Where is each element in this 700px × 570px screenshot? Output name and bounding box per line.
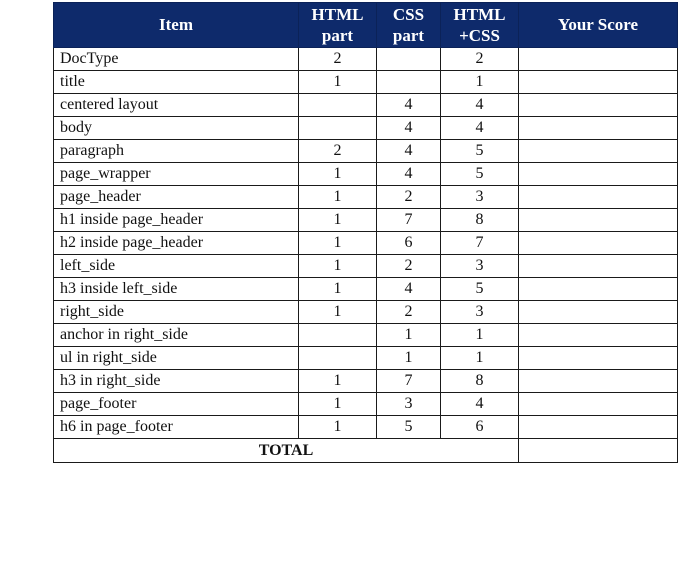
html-part-cell: 1 <box>299 393 377 416</box>
table-row <box>54 140 678 163</box>
header-your-score: Your Score <box>519 3 678 48</box>
your-score-cell[interactable] <box>519 324 678 347</box>
css-part-cell: 6 <box>377 232 441 255</box>
css-part-cell: 4 <box>377 278 441 301</box>
css-part-cell: 2 <box>377 186 441 209</box>
your-score-cell[interactable] <box>519 347 678 370</box>
your-score-cell[interactable] <box>519 255 678 278</box>
item-cell: anchor in right_side <box>54 324 299 347</box>
css-part-cell: 1 <box>377 324 441 347</box>
html-part-cell: 1 <box>299 416 377 439</box>
html-part-cell: 2 <box>299 140 377 163</box>
table-row <box>54 94 678 117</box>
table-row <box>54 163 678 186</box>
item-cell: right_side <box>54 301 299 324</box>
html-part-cell: 1 <box>299 255 377 278</box>
table-row <box>54 301 678 324</box>
html-css-cell: 7 <box>441 232 519 255</box>
item-cell: page_wrapper <box>54 163 299 186</box>
html-part-cell: 1 <box>299 232 377 255</box>
table-row <box>54 71 678 94</box>
css-part-cell: 3 <box>377 393 441 416</box>
your-score-cell[interactable] <box>519 370 678 393</box>
header-row <box>54 3 678 48</box>
item-cell: ul in right_side <box>54 347 299 370</box>
html-css-cell: 3 <box>441 301 519 324</box>
css-part-cell: 1 <box>377 347 441 370</box>
item-cell: left_side <box>54 255 299 278</box>
your-score-cell[interactable] <box>519 416 678 439</box>
html-css-cell: 4 <box>441 393 519 416</box>
item-cell: h3 in right_side <box>54 370 299 393</box>
css-part-cell <box>377 48 441 71</box>
html-css-cell: 1 <box>441 71 519 94</box>
your-score-cell[interactable] <box>519 48 678 71</box>
item-cell: page_header <box>54 186 299 209</box>
html-css-cell: 1 <box>441 324 519 347</box>
css-part-cell: 4 <box>377 117 441 140</box>
html-css-cell: 2 <box>441 48 519 71</box>
html-part-cell <box>299 94 377 117</box>
html-css-cell: 8 <box>441 370 519 393</box>
table-body <box>54 48 678 439</box>
table-row <box>54 232 678 255</box>
css-part-cell: 4 <box>377 163 441 186</box>
table-row <box>54 117 678 140</box>
total-label: TOTAL <box>54 439 519 463</box>
item-cell: h6 in page_footer <box>54 416 299 439</box>
html-part-cell: 1 <box>299 370 377 393</box>
item-cell: body <box>54 117 299 140</box>
item-cell: DocType <box>54 48 299 71</box>
html-css-cell: 5 <box>441 140 519 163</box>
item-cell: h3 inside left_side <box>54 278 299 301</box>
table-row <box>54 416 678 439</box>
html-part-cell: 1 <box>299 163 377 186</box>
html-part-cell: 1 <box>299 186 377 209</box>
html-css-cell: 3 <box>441 186 519 209</box>
html-part-cell <box>299 324 377 347</box>
table-row <box>54 278 678 301</box>
header-css-part: CSS part <box>377 3 441 48</box>
css-part-cell: 7 <box>377 370 441 393</box>
table-row <box>54 48 678 71</box>
html-css-cell: 4 <box>441 94 519 117</box>
css-part-cell <box>377 71 441 94</box>
score-table <box>53 2 678 463</box>
table-row <box>54 209 678 232</box>
html-part-cell: 2 <box>299 48 377 71</box>
header-html-css: HTML +CSS <box>441 3 519 48</box>
item-cell: page_footer <box>54 393 299 416</box>
your-score-cell[interactable] <box>519 117 678 140</box>
your-score-cell[interactable] <box>519 163 678 186</box>
item-cell: h2 inside page_header <box>54 232 299 255</box>
html-part-cell: 1 <box>299 71 377 94</box>
css-part-cell: 4 <box>377 94 441 117</box>
html-part-cell <box>299 347 377 370</box>
html-css-cell: 4 <box>441 117 519 140</box>
your-score-cell[interactable] <box>519 71 678 94</box>
html-css-cell: 5 <box>441 278 519 301</box>
css-part-cell: 2 <box>377 301 441 324</box>
your-score-cell[interactable] <box>519 278 678 301</box>
header-item: Item <box>54 3 299 48</box>
table-row <box>54 370 678 393</box>
header-html-part: HTML part <box>299 3 377 48</box>
html-css-cell: 6 <box>441 416 519 439</box>
html-part-cell: 1 <box>299 278 377 301</box>
item-cell: centered layout <box>54 94 299 117</box>
table-header <box>54 3 678 48</box>
css-part-cell: 7 <box>377 209 441 232</box>
your-score-cell[interactable] <box>519 209 678 232</box>
table-row <box>54 347 678 370</box>
your-score-cell[interactable] <box>519 232 678 255</box>
table-row <box>54 255 678 278</box>
your-score-cell[interactable] <box>519 393 678 416</box>
html-css-cell: 3 <box>441 255 519 278</box>
table-row <box>54 186 678 209</box>
html-css-cell: 5 <box>441 163 519 186</box>
table-footer <box>54 439 678 463</box>
total-row <box>54 439 678 463</box>
html-part-cell: 1 <box>299 301 377 324</box>
css-part-cell: 2 <box>377 255 441 278</box>
your-score-cell[interactable] <box>519 140 678 163</box>
item-cell: paragraph <box>54 140 299 163</box>
html-part-cell <box>299 117 377 140</box>
html-css-cell: 8 <box>441 209 519 232</box>
your-score-cell[interactable] <box>519 94 678 117</box>
total-score-cell[interactable] <box>519 439 678 463</box>
your-score-cell[interactable] <box>519 186 678 209</box>
your-score-cell[interactable] <box>519 301 678 324</box>
table-row <box>54 324 678 347</box>
html-css-cell: 1 <box>441 347 519 370</box>
item-cell: title <box>54 71 299 94</box>
css-part-cell: 5 <box>377 416 441 439</box>
table-row <box>54 393 678 416</box>
item-cell: h1 inside page_header <box>54 209 299 232</box>
css-part-cell: 4 <box>377 140 441 163</box>
html-part-cell: 1 <box>299 209 377 232</box>
